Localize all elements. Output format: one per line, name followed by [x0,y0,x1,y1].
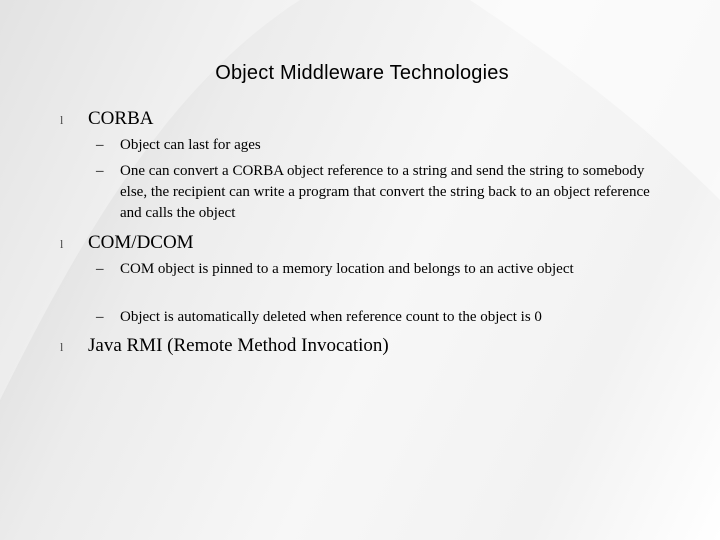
slide-title: Object Middleware Technologies [215,62,509,84]
sub-bullet-marker: – [96,163,104,179]
bullet-text: Java RMI (Remote Method Invocation) [88,335,389,356]
sub-bullet-marker: – [96,137,104,153]
bullet-corba [60,108,153,130]
bullet-marker: l [60,340,64,354]
sub-bullet-text: Object is automatically deleted when reference count to the object is 0 [120,309,542,325]
bullet-com-dcom [60,232,194,254]
sub-bullet-text: Object can last for ages [120,137,261,153]
bullet-text: CORBA [88,108,154,129]
sub-bullet-text: COM object is pinned to a memory location and belongs to an active object [120,261,574,277]
sub-bullet [96,307,666,328]
sub-bullet-text: One can convert a CORBA object reference to a string and send the string to somebody else, the recipient can write a program that convert the string back to an object reference and calls the object [120,163,650,221]
sub-bullet-marker: – [96,261,104,277]
sub-bullet-marker: – [96,309,104,325]
sub-bullet [96,161,666,224]
sub-bullet [96,259,666,280]
bullet-marker: l [60,237,64,251]
bullet-marker: l [60,113,64,127]
bullet-java-rmi [60,335,389,357]
sub-bullet [96,135,666,156]
bullet-text: COM/DCOM [88,232,194,253]
